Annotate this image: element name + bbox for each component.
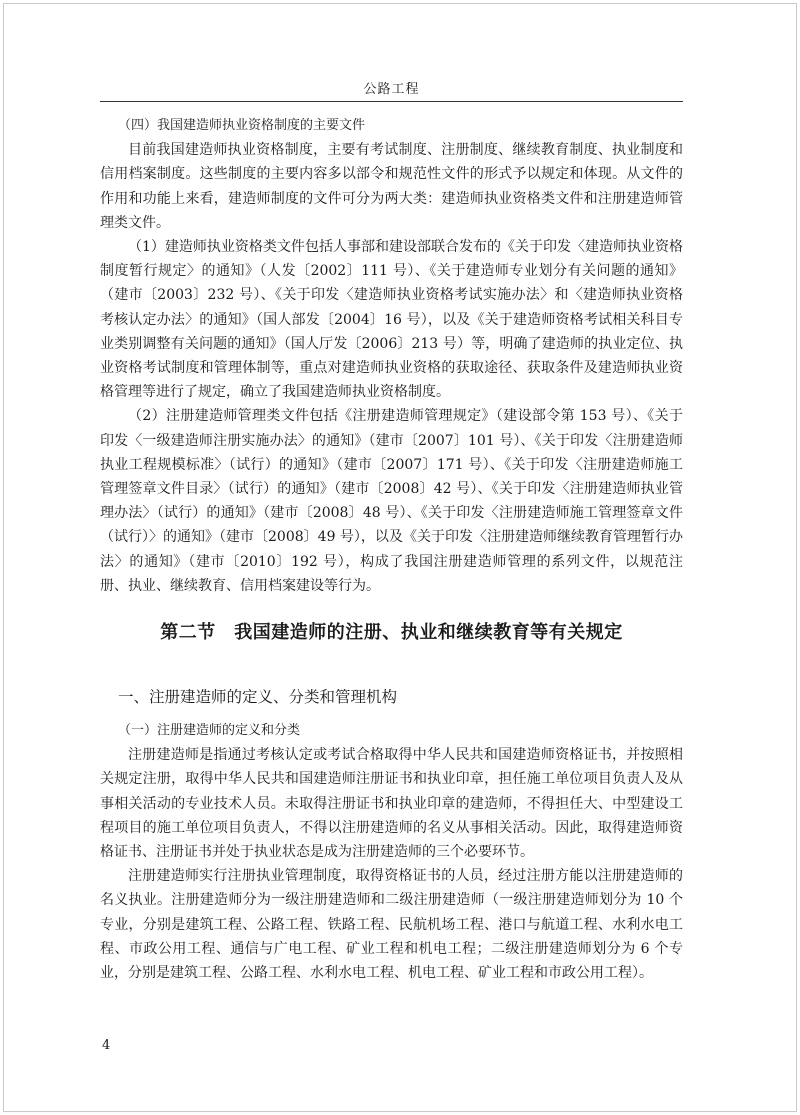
paragraph: （1）建造师执业资格类文件包括人事部和建设部联合发布的《关于印发〈建造师执业资格制度暂行规定〉的通知》（人发〔2002〕111 号）、《关于建造师专业划分有关问题的通知》（建市〔2003〕232 号）、《关于印发〈建造师执业资格考试实施办法〉和〈建造师执业资格考核认定办法〉的通知》（国人部发〔2004〕16 号），以及《关于建造师资格考试相关科目专业类别调整有关问题的通知》（国人厅发〔2006〕213 号）等，明确了建造师的执业定位、执业资格考试制度和管理体制等，重点对建造师执业资格的获取途径、获取条件及建造师执业资格管理等进行了规定，确立了我国建造师执业资格制度。 [100, 239, 683, 401]
subheading-documents: （四）我国建造师执业资格制度的主要文件 [118, 118, 366, 133]
page-number: 4 [102, 1038, 111, 1053]
paragraph: 目前我国建造师执业资格制度，主要有考试制度、注册制度、继续教育制度、执业制度和信用档案制度。这些制度的主要内容多以部令和规范性文件的形式予以规定和体现。从文件的作用和功能上来看，建造师制度的文件可分为两大类：建造师执业资格类文件和注册建造师管理类文件。 [100, 142, 683, 231]
running-header: 公路工程 [363, 82, 420, 97]
subheading-definition: （一）注册建造师的定义和分类 [118, 723, 301, 739]
heading-level-1: 一、注册建造师的定义、分类和管理机构 [118, 688, 398, 707]
paragraph: （2）注册建造师管理类文件包括《注册建造师管理规定》（建设部令第 153 号）、《关于印发〈一级建造师注册实施办法〉的通知》（建市〔2007〕101 号）、《关于印发〈注册建造师执业工程规模标准〉（试行）的通知》（建市〔2007〕171 号）、《关于印发〈注册建造师施工管理签章文件目录〉（试行）的通知》（建市〔2008〕42 号）、《关于印发〈注册建造师执业管理办法〉（试行）的通知》（建市〔2008〕48 号）、《关于印发〈注册建造师施工管理签章文件（试行）〉的通知》（建市〔2008〕49 号），以及《关于印发〈注册建造师继续教育管理暂行办法〉的通知》（建市〔2010〕192 号），构成了我国注册建造师管理的系列文件，以规范注册、执业、继续教育、信用档案建设等行为。 [100, 408, 683, 594]
paragraph: 注册建造师是指通过考核认定或考试合格取得中华人民共和国建造师资格证书，并按照相关规定注册，取得中华人民共和国建造师注册证书和执业印章，担任施工单位项目负责人及从事相关活动的专业技术人员。未取得注册证书和执业印章的建造师，不得担任大、中型建设工程项目的施工单位项目负责人，不得以注册建造师的名义从事相关活动。因此，取得建造师资格证书、注册证书并处于执业状态是成为注册建造师的三个必要环节。 [100, 747, 683, 861]
header-rule [100, 101, 683, 102]
section-title: 第二节 我国建造师的注册、执业和继续教育等有关规定 [160, 622, 623, 644]
page-content [100, 114, 683, 985]
spacer [100, 709, 683, 719]
paragraph: 注册建造师实行注册执业管理制度，取得资格证书的人员，经过注册方能以注册建造师的名义执业。注册建造师分为一级注册建造师和二级注册建造师（一级注册建造师划分为 10 个专业，分别是建筑工程、公路工程、铁路工程、民航机场工程、港口与航道工程、水利水电工程、市政公用工程、通信与广电工程、矿业工程和机电工程；二级注册建造师划分为 6 个专业，分别是建筑工程、公路工程、水利水电工程、机电工程、矿业工程和市政公用工程）。 [100, 868, 683, 982]
